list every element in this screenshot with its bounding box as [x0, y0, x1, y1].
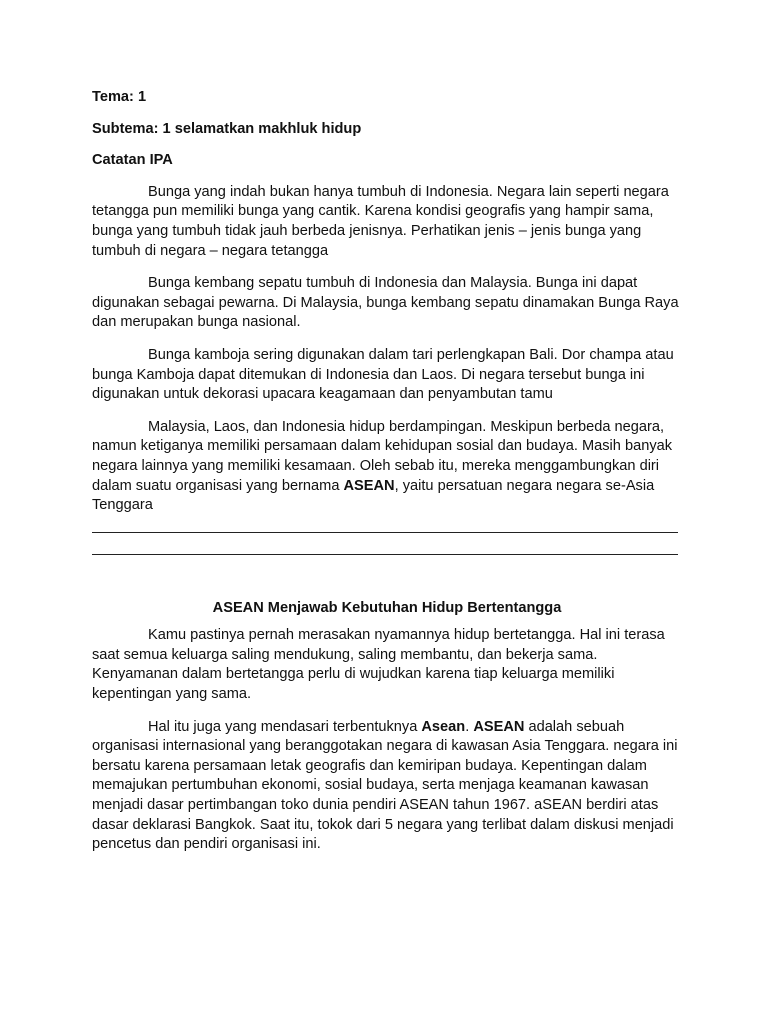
paragraph-6-text-b: . [465, 718, 474, 735]
section-title: ASEAN Menjawab Kebutuhan Hidup Bertentangga [212, 599, 562, 616]
paragraph-6-text-c: adalah sebuah organisasi internasional yang beranggotakan negara di kawasan Asia Tenggara. negara ini bersatu karena persamaan letak geografis dan kemiripan budaya. Kepentingan dalam memajukan pertumbuhan ekonomi, sosial budaya, serta menjaga keamanan kawasan menjadi dasar pertimbangan toko dunia pendiri ASEAN tahun 1967. aSEAN berdiri atas dasar deklarasi Bangkok. Saat itu, tokok dari 5 negara yang terlibat dalam diskusi menjadi pencetus dan pendiri organisasi ini. [92, 718, 678, 853]
subtema-heading: Subtema: 1 selamatkan makhluk hidup [92, 120, 362, 137]
tema-heading: Tema: 1 [92, 89, 147, 105]
paragraph-4-bold: ASEAN [343, 477, 395, 494]
document-content [92, 88, 682, 868]
paragraph-3: Bunga kamboja sering digunakan dalam tari perlengkapan Bali. Dor champa atau bunga Kamboja dapat ditemukan di Indonesia dan Laos. Di negara tersebut bunga ini digunakan untuk dekorasi upacara keagamaan dan penyambutan tamu [92, 346, 674, 403]
paragraph-4 [92, 418, 682, 516]
paragraph-4-text-b: , yaitu persatuan negara negara se-Asia Tenggara [92, 477, 655, 514]
paragraph-5: Kamu pastinya pernah merasakan nyamannya hidup bertetangga. Hal ini terasa saat semua keluarga saling mendukung, saling membantu, dan bekerja sama. Kenyamanan dalam bertetangga perlu di wujudkan karena tiap keluarga memiliki kepentingan yang sama. [92, 627, 665, 703]
paragraph-6-text-a: Hal itu juga yang mendasari terbentuknya [148, 718, 422, 735]
paragraph-6 [92, 718, 682, 855]
paragraph-4-text-a: Malaysia, Laos, dan Indonesia hidup berdampingan. Meskipun berbeda negara, namun ketiganya memiliki persamaan dalam kehidupan sosial dan budaya. Masih banyak negara lainnya yang memiliki kesamaan. Oleh sebab itu, mereka menggambungkan diri dalam suatu organisasi yang bernama [92, 418, 673, 494]
paragraph-1: Bunga yang indah bukan hanya tumbuh di Indonesia. Negara lain seperti negara tetangga pun memiliki bunga yang cantik. Karena kondisi geografis yang hampir sama, bunga yang tumbuh tidak jauh berbeda jenisnya. Perhatikan jenis – jenis bunga yang tumbuh di negara – negara tetangga [92, 183, 669, 259]
paragraph-6-bold-2: ASEAN [473, 718, 525, 735]
paragraph-2: Bunga kembang sepatu tumbuh di Indonesia dan Malaysia. Bunga ini dapat digunakan sebagai pewarna. Di Malaysia, bunga kembang sepatu dinamakan Bunga Raya dan merupakan bunga nasional. [92, 275, 679, 331]
paragraph-6-bold-1: Asean [421, 718, 466, 735]
catatan-heading: Catatan IPA [92, 152, 173, 169]
divider-line-2 [92, 554, 678, 555]
divider-line-1 [92, 532, 678, 533]
